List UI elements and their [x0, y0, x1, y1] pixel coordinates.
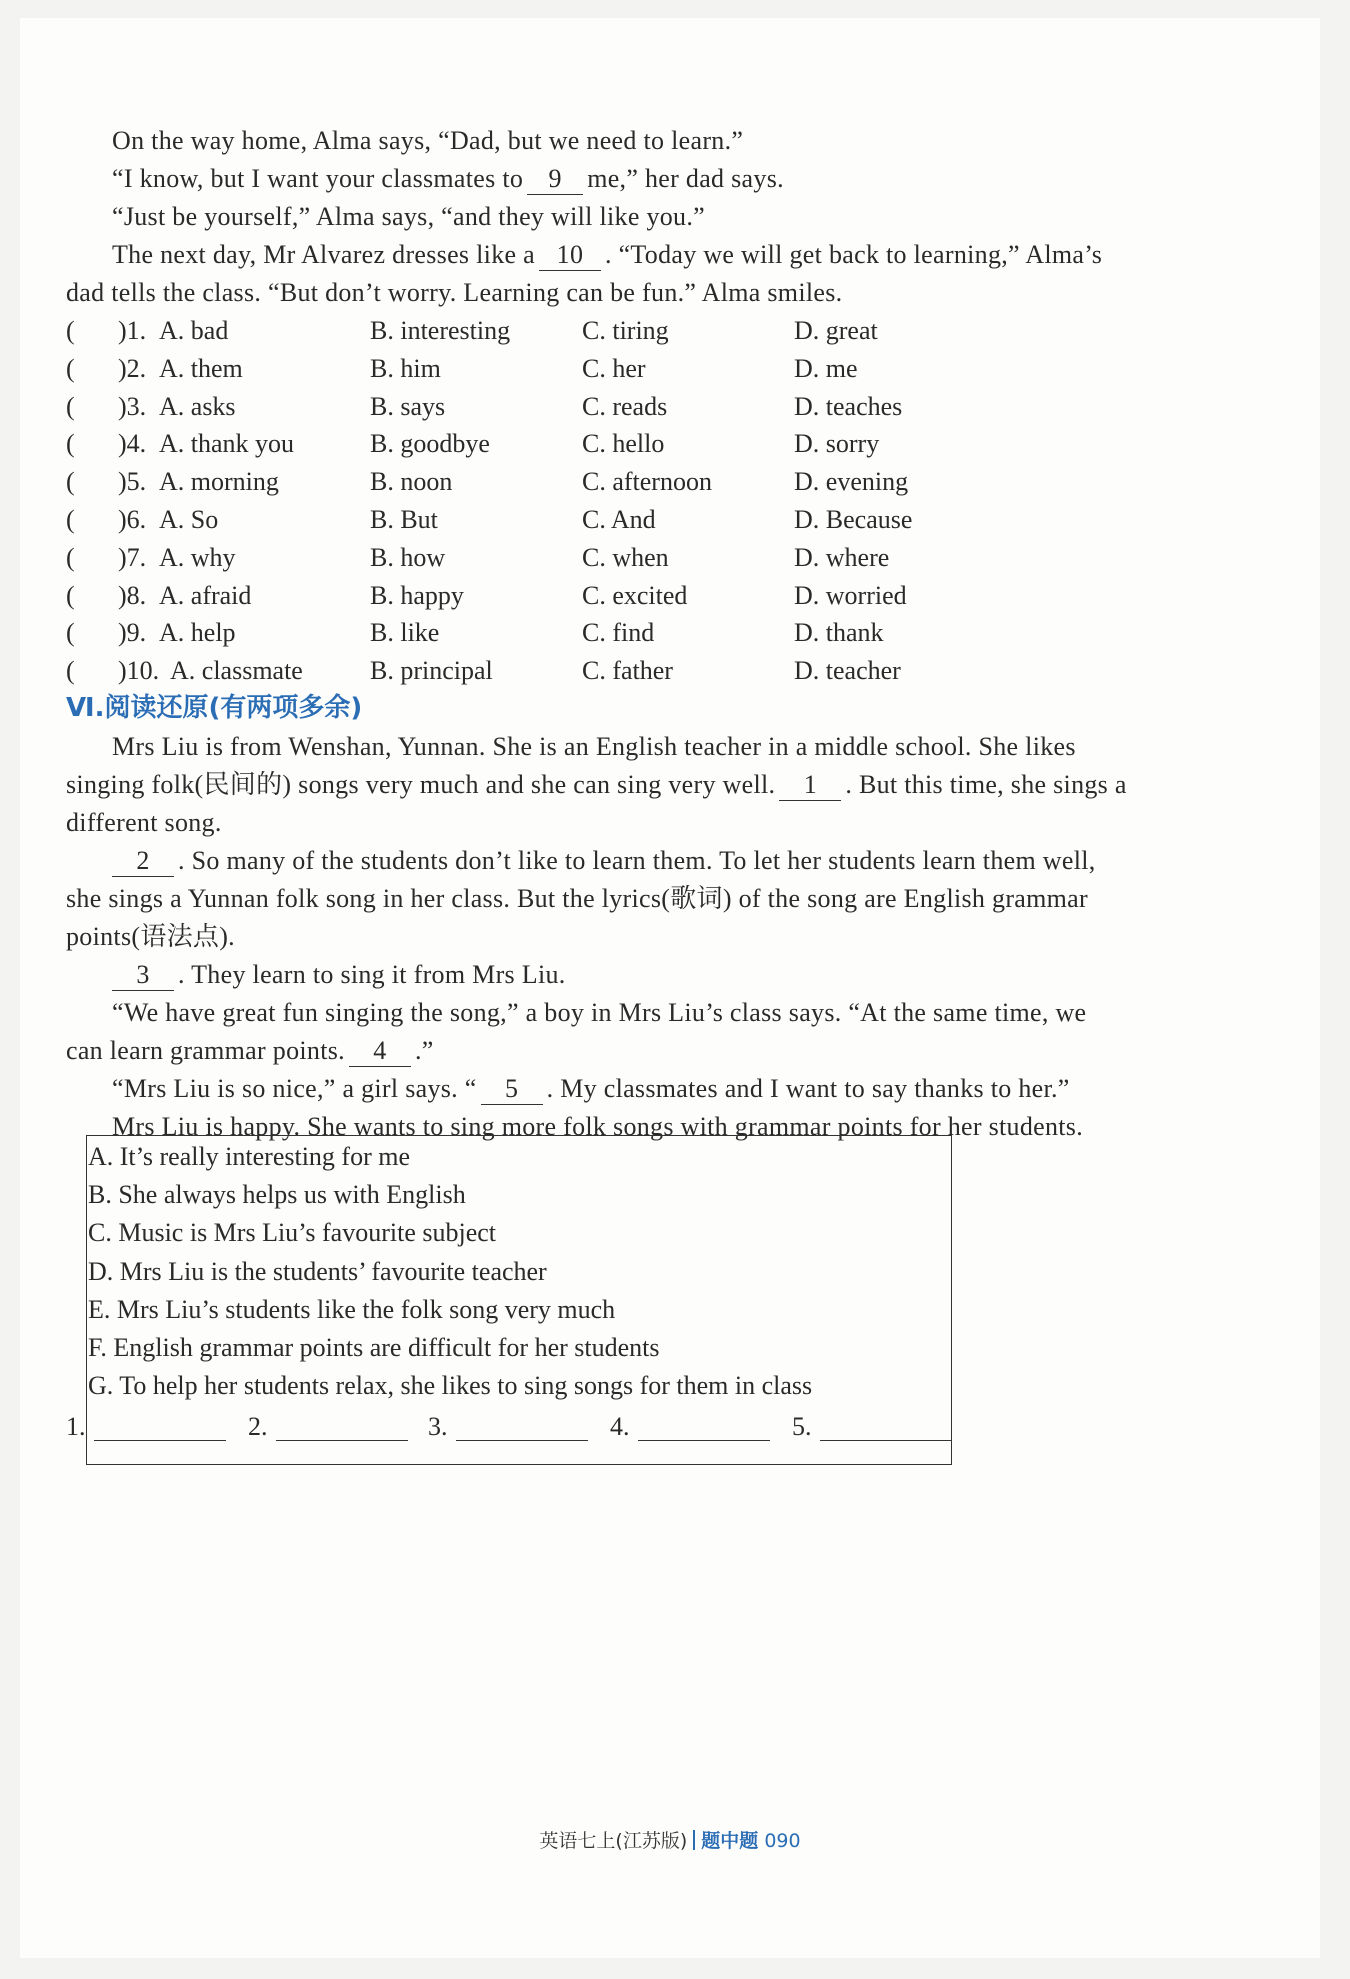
option-d: D. evening	[794, 467, 909, 497]
passage-text: can learn grammar points.	[66, 1036, 345, 1065]
option-d: D. worried	[794, 580, 907, 610]
passage-line: different song.	[66, 808, 222, 837]
option-b: B. him	[370, 353, 441, 383]
answer-slot	[248, 1410, 268, 1444]
answer-slot	[428, 1410, 448, 1444]
passage-line: Mrs Liu is happy. She wants to sing more folk songs with grammar points for her students.	[112, 1112, 1084, 1141]
passage-text: . “Today we will get back to learning,” Alma’s	[604, 240, 1103, 269]
option-c: C. afternoon	[582, 467, 712, 497]
question-row	[66, 654, 1258, 688]
passage-text: . But this time, she sings a	[845, 770, 1127, 799]
answer-paren[interactable]: (	[66, 316, 75, 345]
passage-line	[66, 1034, 434, 1068]
footer-divider	[693, 1830, 695, 1850]
option-c: C. her	[582, 353, 646, 383]
option-d: D. Because	[794, 505, 913, 534]
question-number: )3.	[118, 391, 147, 421]
option-c: C. reads	[582, 391, 668, 421]
passage-text: .”	[414, 1036, 434, 1065]
question-row	[66, 579, 1258, 613]
answer-paren[interactable]: (	[66, 542, 75, 572]
passage-line: points(语法点).	[66, 922, 235, 951]
answer-blank[interactable]	[820, 1440, 952, 1441]
answer-number: 2.	[248, 1412, 268, 1441]
option-b: B. principal	[370, 656, 493, 686]
answer-paren[interactable]: (	[66, 505, 75, 534]
question-number: )6.	[118, 505, 147, 534]
choice-item: G. To help her students relax, she likes to sing songs for them in class	[88, 1371, 813, 1401]
page-number: 090	[764, 1830, 801, 1852]
question-row	[66, 427, 1258, 461]
passage-text: . They learn to sing it from Mrs Liu.	[178, 960, 566, 989]
answer-slot	[610, 1410, 630, 1444]
option-c: C. And	[582, 505, 656, 534]
blank-3[interactable]: 3	[112, 960, 174, 991]
option-a: A. morning	[159, 467, 279, 497]
option-d: D. thank	[794, 618, 884, 648]
question-number: )8.	[118, 580, 147, 610]
choice-item: B. She always helps us with English	[88, 1180, 466, 1210]
answer-number: 4.	[610, 1412, 630, 1441]
question-row	[66, 503, 1258, 537]
question-number: )10.	[118, 656, 160, 686]
question-number: )1.	[118, 316, 147, 345]
option-a: A. classmate	[170, 656, 303, 686]
answer-blank[interactable]	[638, 1440, 770, 1441]
answer-paren[interactable]: (	[66, 656, 75, 686]
blank-10[interactable]: 10	[539, 240, 601, 271]
answer-number: 1.	[66, 1412, 86, 1441]
choice-item: D. Mrs Liu is the students’ favourite teacher	[88, 1256, 547, 1286]
answer-paren[interactable]: (	[66, 618, 75, 648]
option-b: B. how	[370, 542, 446, 572]
option-d: D. great	[794, 316, 878, 345]
option-d: D. sorry	[794, 429, 880, 459]
brand-label: 题中题	[701, 1830, 759, 1852]
option-c: C. hello	[582, 429, 665, 459]
answer-paren[interactable]: (	[66, 429, 75, 459]
choice-item: A. It’s really interesting for me	[88, 1142, 411, 1171]
answer-blank[interactable]	[94, 1440, 226, 1441]
question-row	[66, 616, 1258, 650]
question-number: )2.	[118, 353, 147, 383]
passage-line: “Just be yourself,” Alma says, “and they will like you.”	[112, 202, 706, 231]
question-number: )5.	[118, 467, 147, 497]
blank-4[interactable]: 4	[349, 1036, 411, 1067]
blank-5[interactable]: 5	[481, 1074, 543, 1105]
passage-text: singing folk(民间的) songs very much and she can sing very well.	[66, 770, 776, 799]
blank-2[interactable]: 2	[112, 846, 174, 877]
passage-line: On the way home, Alma says, “Dad, but we need to learn.”	[112, 126, 744, 155]
passage-line	[112, 162, 784, 196]
passage-text: “I know, but I want your classmates to	[112, 164, 524, 193]
option-a: A. bad	[159, 316, 229, 345]
question-number: )9.	[118, 618, 147, 648]
answer-slot	[792, 1410, 812, 1444]
option-d: D. where	[794, 542, 890, 572]
worksheet-page	[20, 18, 1320, 1958]
book-title: 英语七上(江苏版)	[539, 1830, 688, 1852]
passage-line	[66, 768, 1127, 802]
option-c: C. find	[582, 618, 655, 648]
passage-line: dad tells the class. “But don’t worry. Learning can be fun.” Alma smiles.	[66, 278, 843, 307]
answer-blank[interactable]	[456, 1440, 588, 1441]
answer-paren[interactable]: (	[66, 353, 75, 383]
passage-text: me,” her dad says.	[587, 164, 784, 193]
option-d: D. me	[794, 353, 858, 383]
option-b: B. goodbye	[370, 429, 490, 459]
question-row	[66, 314, 1258, 348]
option-b: B. happy	[370, 580, 464, 610]
answer-number: 5.	[792, 1412, 812, 1441]
option-b: B. interesting	[370, 316, 511, 345]
blank-1[interactable]: 1	[779, 770, 841, 801]
option-d: D. teacher	[794, 656, 901, 686]
answer-paren[interactable]: (	[66, 580, 75, 610]
option-a: A. why	[159, 542, 236, 572]
option-b: B. like	[370, 618, 440, 648]
choice-item: C. Music is Mrs Liu’s favourite subject	[88, 1218, 497, 1248]
choice-item: E. Mrs Liu’s students like the folk song very much	[88, 1294, 616, 1324]
passage-line: “We have great fun singing the song,” a boy in Mrs Liu’s class says. “At the same time, we	[112, 998, 1087, 1027]
option-c: C. excited	[582, 580, 688, 610]
passage-line: she sings a Yunnan folk song in her class. But the lyrics(歌词) of the song are English grammar	[66, 884, 1088, 913]
option-a: A. help	[159, 618, 236, 648]
option-c: C. when	[582, 542, 669, 572]
option-a: A. them	[159, 353, 243, 383]
question-row	[66, 541, 1258, 575]
option-b: B. But	[370, 505, 438, 534]
passage-text: The next day, Mr Alvarez dresses like a	[112, 240, 535, 269]
choice-item: F. English grammar points are difficult for her students	[88, 1333, 660, 1362]
section-title: Ⅵ.阅读还原(有两项多余)	[66, 693, 363, 723]
passage-line	[108, 844, 1096, 878]
question-row	[66, 465, 1258, 499]
option-a: A. afraid	[159, 580, 252, 610]
passage-text: . My classmates and I want to say thanks to her.”	[546, 1074, 1070, 1103]
option-a: A. thank you	[159, 429, 295, 459]
passage-line	[112, 1072, 1070, 1106]
option-b: B. says	[370, 391, 446, 421]
question-row	[66, 390, 1258, 424]
answer-paren[interactable]: (	[66, 391, 75, 421]
question-row	[66, 352, 1258, 386]
answer-paren[interactable]: (	[66, 467, 75, 497]
question-number: )7.	[118, 542, 147, 572]
passage-line	[108, 958, 566, 992]
option-b: B. noon	[370, 467, 453, 497]
option-a: A. So	[159, 505, 219, 534]
option-c: C. father	[582, 656, 673, 686]
option-c: C. tiring	[582, 316, 669, 345]
passage-text: “Mrs Liu is so nice,” a girl says. “	[112, 1074, 477, 1103]
option-a: A. asks	[159, 391, 236, 421]
passage-text: . So many of the students don’t like to learn them. To let her students learn them well,	[178, 846, 1096, 875]
question-number: )4.	[118, 429, 147, 459]
page-footer	[20, 1828, 1320, 1854]
blank-9[interactable]: 9	[527, 164, 583, 195]
answer-blank[interactable]	[276, 1440, 408, 1441]
answer-number: 3.	[428, 1412, 448, 1441]
option-d: D. teaches	[794, 391, 903, 421]
answer-slot	[66, 1410, 86, 1444]
passage-line	[112, 238, 1102, 272]
passage-line: Mrs Liu is from Wenshan, Yunnan. She is an English teacher in a middle school. She likes	[112, 732, 1076, 761]
